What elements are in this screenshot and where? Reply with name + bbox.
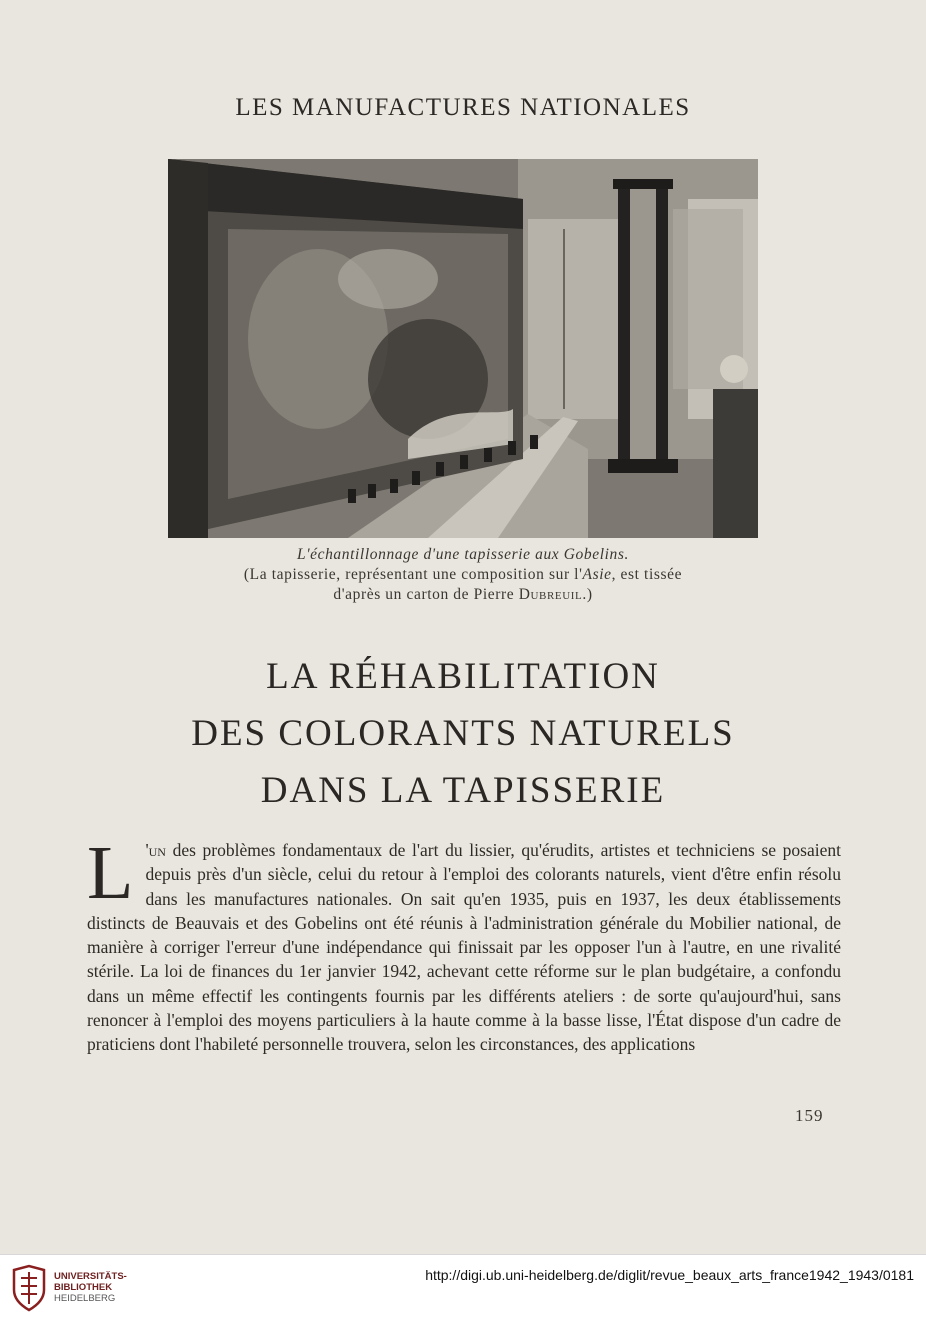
caption-author-name: Dubreuil [518, 586, 583, 603]
title-line-1: LA RÉHABILITATION [266, 656, 660, 697]
caption-line-3-end: .) [582, 586, 593, 603]
photo-caption [0, 545, 926, 605]
running-head: LES MANUFACTURES NATIONALES [235, 94, 691, 121]
title-line-3: DANS LA TAPISSERIE [260, 770, 666, 811]
body-paragraph: des problèmes fondamentaux de l'art du lissier, qu'érudits, artistes et techniciens se posaient depuis près d'un siècle, celui du retour à l'emploi des colorants naturels, vient d'être enfin résolu dans les manufactures nationales. On sait qu'en 1935, puis en 1937, les deux établissements distincts de Beauvais et des Gobelins ont été réunis à l'administration générale du Mobilier national, de manière à corriger l'erreur d'une indépendance qui finissait par les opposer l'un à l'autre, en une rivalité stérile. La loi de finances du 1er janvier 1942, achevant cette réforme sur le plan budgétaire, a confondu dans un même effectif les contingents fournis par les différents ateliers : de sorte qu'aujourd'hui, sans renoncer à l'emploi des moyens particuliers à la haute comme à la basse lisse, l'État dispose d'un cadre de praticiens dont l'habileté personnelle trouvera, selon les circonstances, des applications [87, 840, 841, 1055]
title-line-2: DES COLORANTS NATURELS [191, 713, 735, 754]
tapestry-photo-illustration [168, 159, 758, 538]
university-library-logo-icon [10, 1264, 48, 1312]
source-url-link[interactable]: http://digi.ub.uni-heidelberg.de/diglit/revue_beaux_arts_france1942_1943/0181 [425, 1267, 914, 1283]
institution-line-2: BIBLIOTHEK [54, 1282, 113, 1293]
caption-emphasis-asie: Asie [582, 566, 612, 583]
article-title [0, 648, 926, 819]
page-number: 159 [795, 1106, 824, 1125]
caption-line-3 [0, 585, 926, 605]
tapestry-photograph [168, 159, 758, 538]
caption-line-2-text: (La tapisserie, représentant une composition sur l' [243, 566, 583, 583]
institution-line-3: HEIDELBERG [54, 1293, 116, 1304]
institution-name [54, 1271, 127, 1304]
institution-line-1: UNIVERSITÄTS- [54, 1271, 127, 1282]
caption-line-1: L'échantillonnage d'une tapisserie aux Gobelins. [296, 546, 630, 563]
caption-line-2-end: , est tissée [611, 566, 683, 583]
caption-line-3-text: d'après un carton de Pierre [333, 586, 519, 603]
drop-cap: L [87, 831, 134, 915]
body-lead-word: 'un [145, 840, 166, 860]
library-footer-bar [0, 1254, 926, 1321]
caption-line-2 [0, 565, 926, 585]
article-body [87, 831, 841, 1057]
